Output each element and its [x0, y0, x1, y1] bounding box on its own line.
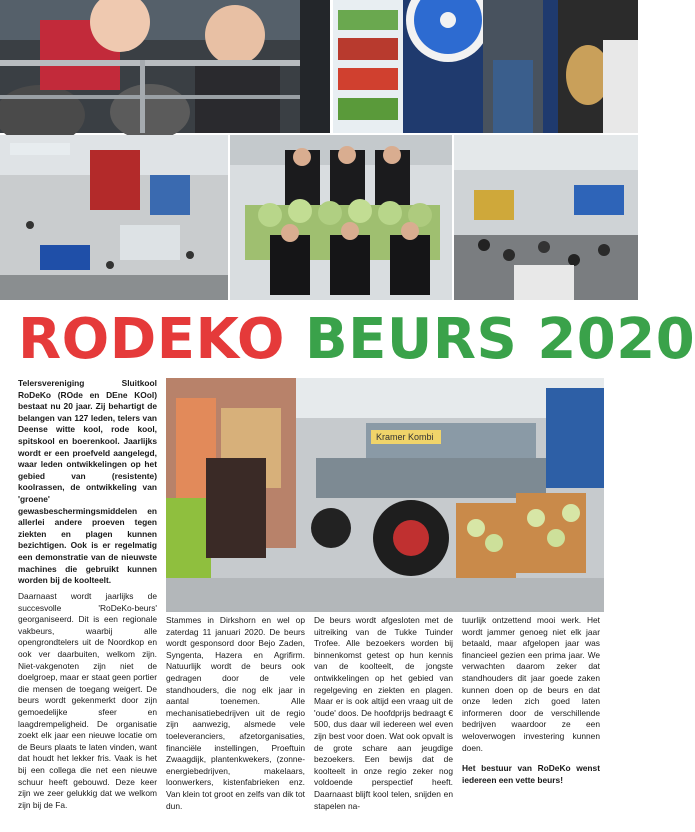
- mid-left-photo: [0, 135, 228, 300]
- article-column-2: [166, 615, 305, 821]
- top-left-photo: [0, 0, 330, 133]
- article-intro: [18, 378, 157, 596]
- column-2-paragraph: Stammes in Dirkshorn en wel op zaterdag 11 januari 2020. De beurs wordt gesponsord door Bejo Zaden, Syngenta, Hazera en Agrifirm. Natuurlijk wordt de beurs ook gedragen door de vele standhouders, die nog elk jaar in aantal toenemen. Alle mechanisatiebedrijven uit de regio zijn aanwezig, alsmede vele toeleveranciers, afzetorganisaties, financiële instellingen, Proeftuin Zwaagdijk, plantenkwekers, (zonne-energiebedrijven, makelaars, loonwerkers, kistenfabrieken enz. Van klein tot groot en zelfs van dik tot dun.: [166, 615, 305, 811]
- column-3-paragraph: De beurs wordt afgesloten met de uitreiking van de Tukke Tuinder Trofee. Alle bezoekers worden bij binnenkomst getest op hun kennis van de koolteelt, de jongste ontwikkelingen op het gebied van regelgeving en ziekten en plagen. Maar er is ook altijd een vraag uit de 'oude' doos. De hoofdprijs bedraagt € 500, dus daar wil iedereen wel even zijn best voor doen. Wat ook opvalt is de grote schare aan jeugdige bezoekers. Een bewijs dat de koolteelt in onze regio zeker nog voldoende perspectief heeft. Daarnaast blijft kool telen, snijden en stapelen na-: [314, 615, 453, 811]
- column-1-paragraph: Daarnaast wordt jaarlijks de succesvolle 'RoDeKo-beurs' georganiseerd. Dit is een regionale vakbeurs, waarbij alle opengrondtelers uit de Noordkop en ook ver daarbuiten, welkom zijn. Niet-vakgenoten zijn niet de doelgroep, maar er staat geen portier die mensen de toegang weigert. De beurs wordt gekenmerkt door zijn gemoedelijke sfeer en laagdrempeligheid. De organisatie zoekt elk jaar een nieuwe locatie om de Beurs plaats te laten vinden, want dat houdt het lekker fris. Vaak is het bij een collega die net een nieuwe schuur heeft gebouwd. Deze keer zijn we zeer gelukkig dat we welkom zijn bij de Fa.: [18, 591, 157, 810]
- mid-center-photo: [230, 135, 452, 300]
- title-part-red: RODEKO: [18, 307, 285, 372]
- article-column-1: [18, 591, 157, 820]
- top-right-photo: [333, 0, 638, 133]
- main-photo: [166, 378, 604, 612]
- mid-right-photo: [454, 135, 638, 300]
- article-title: [18, 305, 695, 375]
- article-column-3: [314, 615, 453, 821]
- intro-paragraph: Telersvereniging Sluitkool RoDeKo (ROde en DEne KOol) bestaat nu 20 jaar. Zij behartigt de belangen van 127 leden, telers van Deense witte kool, rode kool, spitskool en boerenkool. Jaarlijks wordt er een proefveld aangelegd, waar leden ontwikkelingen op het gebied van (resistente) koolrassen, de ontwikkeling van 'groene' gewasbeschermingsmiddelen en allerlei andere proeven tegen ziekten en plagen kunnen bezichtigen. Ook is er regelmatig een demonstratie van de nieuwste machines die gebruikt kunnen worden bij de koolteelt.: [18, 378, 157, 586]
- closing-paragraph: Het bestuur van RoDeKo wenst iedereen een vette beurs!: [462, 763, 600, 785]
- column-4-paragraph: tuurlijk ontzettend mooi werk. Het wordt jammer genoeg niet elk jaar betaald, maar afgelopen jaar was financieel gezien een prima jaar. We verwachten daarom zeker dat standhouders dit jaar goede zaken kunnen doen op de beurs en dat onze leden zich goed laten informeren door de verschillende bedrijven waardoor ze een weloverwogen investering kunnen doen.: [462, 615, 600, 753]
- article-column-4: [462, 615, 600, 795]
- tractor-brand-text: Kramer Kombi: [376, 432, 434, 442]
- title-part-green: BEURS 2020: [304, 307, 695, 372]
